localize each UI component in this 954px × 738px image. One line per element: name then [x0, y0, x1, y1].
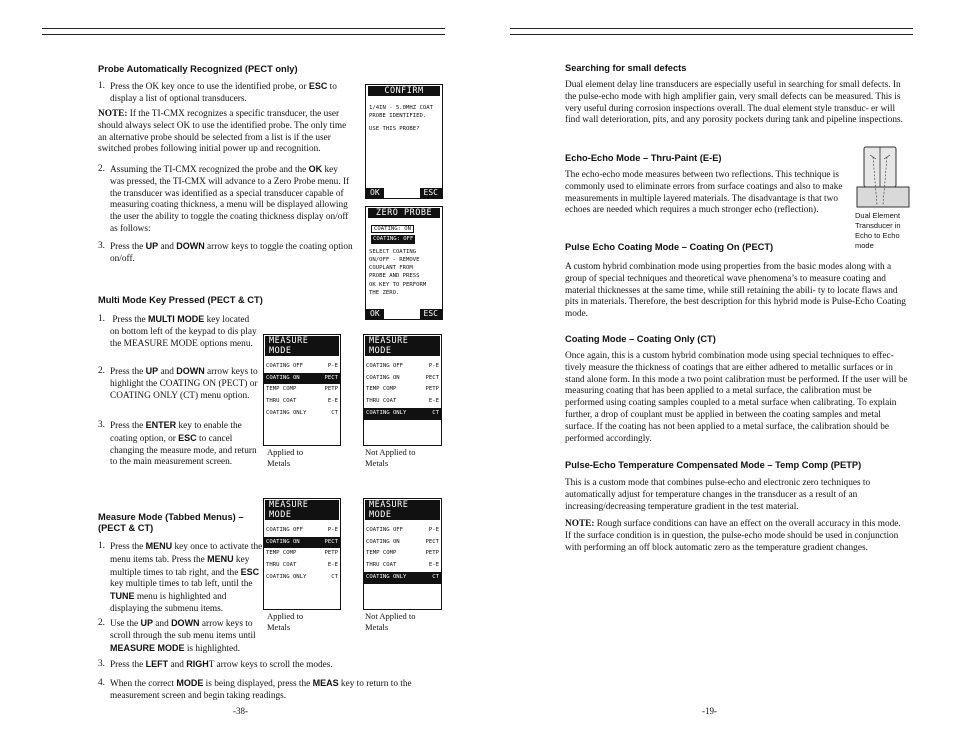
lcd-mode-row: COATING ON PECT [366, 538, 439, 545]
lcd-line: PROBE IDENTIFIED. [369, 113, 427, 120]
lcd-line: USE THIS PROBE? [369, 125, 420, 132]
key-measure-mode: MEASURE MODE [110, 642, 185, 653]
key-esc: ESC [308, 81, 328, 91]
lcd-mode-row: THRU COAT E-E [366, 562, 439, 569]
lcd-mode-row: COATING ONLY CT [266, 409, 338, 416]
item-number: 2. [98, 618, 105, 628]
lcd-line [366, 225, 442, 233]
section-heading-measure-mode-tabbed: Measure Mode (Tabbed Menus) – (PECT & CT) [98, 512, 244, 533]
text: Press the OK key once to use the identified probe, or [110, 82, 309, 92]
lcd-mode-row: THRU COAT E-E [366, 398, 439, 405]
lcd-measure-mode-coating-only [363, 334, 442, 446]
header-rule-right-2 [510, 34, 913, 35]
probe-recognized-note [98, 109, 354, 156]
lcd-esc-softkey: ESC [420, 309, 442, 319]
note-text: Rough surface conditions can have an effect on the overall accuracy in this mode. If the surface condition is in question, the pulse-echo mode should be used in conjunction with performing an off block automatic zero as the temperature gradient changes. [565, 519, 901, 553]
lcd-line: THE ZERO. [369, 290, 400, 297]
section-heading-echo-echo: Echo-Echo Mode – Thru-Paint (E-E) [565, 153, 722, 163]
paragraph-pulse-echo-coating: A custom hybrid combination mode using properties from the basic modes along with a group of special techniques and theoretical wave phenomena’s to measure coating and material thicknesses at the same time, while still retaining the abili- ty to locate flaws and pits in materials. Therefore, the best description for this hybrid mode is Pulse-Echo Coating mode. [565, 262, 906, 320]
lcd-line: COUPLANT FROM [369, 265, 413, 272]
item-number: 3. [98, 659, 105, 669]
lcd-mode-row: THRU COAT E-E [266, 562, 338, 569]
lcd-mode-row: TEMP COMP PETP [266, 550, 338, 557]
text: Press the [110, 421, 146, 431]
key-menu: MENU [145, 541, 173, 551]
text: and [158, 242, 177, 252]
lcd-mode-row: COATING ON PECT [366, 374, 439, 381]
probe-recognized-item-1 [98, 81, 354, 106]
caption-not-applied-to-metals-2: Not Applied to Metals [365, 611, 416, 632]
lcd-line: PROBE AND PRESS [369, 273, 420, 280]
lcd-ok-softkey: OK [366, 309, 384, 319]
section-heading-coating-only: Coating Mode – Coating Only (CT) [565, 334, 716, 344]
lcd-mode-row: COATING OFF P-E [266, 363, 338, 369]
text: Press the [110, 367, 146, 377]
paragraph-echo-echo: The echo-echo mode measures between two reflections. This technique is commonly used to eliminate errors from surface coatings and also to make measurements in multiple layered materials. The disadvantage is that two echoes are needed which requires a much stronger echo (reflection). [565, 170, 843, 216]
item-number: 1. [98, 314, 105, 324]
lcd-measure-mode-coating-on-2 [263, 498, 341, 610]
note-label: NOTE: [565, 519, 595, 529]
key-up: UP [145, 241, 159, 251]
key-up: UP [140, 618, 153, 628]
lcd-zero-probe-screen [365, 206, 443, 320]
multi-mode-item-2 [98, 366, 258, 402]
note-label: NOTE: [98, 109, 128, 119]
caption-applied-to-metals: Applied to Metals [267, 447, 304, 468]
probe-recognized-item-3 [98, 241, 354, 266]
page-number-right: -19- [702, 706, 717, 716]
caption-not-applied-to-metals: Not Applied to Metals [365, 447, 416, 468]
key-right: RIGH [186, 659, 209, 669]
key-down: DOWN [176, 366, 205, 376]
text: key located on bottom left of the keypad to dis play the MEASURE MODE options menu. [110, 315, 257, 349]
multi-mode-item-3 [98, 420, 258, 469]
key-esc: ESC [178, 432, 197, 443]
tabbed-item-1: 1. Press the MENU key once to activate the menu items tab. Press the MENU key multiple times to tab right, and the ESC key multiple times to tab left, until the TUNE menu is highlighted and displaying the submenu items. [98, 541, 263, 614]
lcd-title: MEASURE MODE [265, 336, 339, 356]
text: Press the [112, 315, 148, 325]
lcd-mode-row: THRU COAT E-E [266, 398, 338, 405]
header-rule-right-1 [510, 28, 913, 29]
lcd-mode-row: COATING ONLY CT [266, 573, 338, 580]
item-number: 1. [98, 81, 105, 91]
note-text: If the TI-CMX recognizes a specific transducer, the user should always select OK to use the identified probe. The only time an alternative probe should be selected from a list is if the user switched probes following initial power up and recognition. [98, 109, 347, 155]
lcd-title: CONFIRM [368, 86, 440, 96]
page-number-left: -38- [233, 706, 248, 716]
item-number: 2. [98, 164, 105, 174]
key-ok: OK [308, 164, 323, 174]
key-tune: TUNE [110, 591, 135, 602]
lcd-mode-row-selected: COATING ON PECT [264, 537, 340, 549]
lcd-measure-mode-coating-only-2 [363, 498, 442, 610]
tabbed-item-3: 3. Press the LEFT and RIGHT arrow keys to scroll the modes. [98, 659, 333, 670]
key-multi-mode: MULTI MODE [147, 314, 205, 324]
multi-mode-item-1 [98, 314, 258, 350]
figure-dual-element-transducer [855, 145, 911, 209]
tabbed-item-2: 2. Use the UP and DOWN arrow keys to scroll through the sub menu items until MEASURE MODE is highlighted. [98, 618, 256, 654]
lcd-mode-row-selected: COATING ONLY CT [364, 408, 441, 420]
paragraph-small-defects: Dual element delay line transducers are especially useful in searching for small defects. In the pulse-echo mode with high amplifier gain, very small defects can be measured. This is very useful during corrosion inspections overall. The dual element style transduc- er will find wall deterioration, pits, and any porosity pockets during tank and pipeline inspections. [565, 80, 903, 126]
key-enter: ENTER [145, 420, 177, 430]
lcd-mode-row: COATING OFF P-E [266, 527, 338, 533]
header-rule-left-2 [42, 34, 445, 35]
lcd-measure-mode-coating-on [263, 334, 341, 446]
lcd-mode-row: TEMP COMP PETP [266, 386, 338, 393]
key-down: DOWN [176, 241, 205, 251]
key-mode: MODE [176, 678, 204, 688]
caption-applied-to-metals-2: Applied to Metals [267, 611, 304, 632]
lcd-ok-softkey: OK [366, 188, 384, 198]
text: key to enable the coating option, or [110, 421, 242, 444]
item-number: 2. [98, 366, 105, 376]
coating-off-option: COATING: OFF [373, 236, 414, 243]
lcd-mode-row: COATING OFF P-E [366, 363, 439, 369]
section-heading-probe-recognized: Probe Automatically Recognized (PECT only) [98, 64, 298, 74]
transducer-diagram-icon [855, 145, 911, 209]
lcd-mode-row: COATING OFF P-E [366, 527, 439, 533]
text: to cancel changing the measure mode, and return to the main measurement screen. [110, 433, 257, 468]
paragraph-temp-comp-note [565, 519, 905, 554]
probe-recognized-item-2 [98, 164, 354, 236]
text: key was pressed, the TI-CMX will advance to a Zero Probe menu. If the transducer was identified as a special transducer capable of measuring coating thickness, a menu will be displayed allowing the user the ability to toggle the coating thickness display on/off as follows: [110, 165, 350, 234]
paragraph-temp-comp: This is a custom mode that combines pulse-echo and electronic zero techniques to automatically adjust for temperature changes in the transducer as a result of an increasing/decreasing temperature gradient in the test material. [565, 478, 871, 512]
text: and [158, 367, 177, 377]
coating-on-option: COATING: ON [371, 225, 414, 233]
section-heading-small-defects: Searching for small defects [565, 63, 687, 73]
section-heading-multi-mode: Multi Mode Key Pressed (PECT & CT) [98, 295, 263, 305]
key-meas: MEAS [312, 678, 339, 688]
lcd-title: MEASURE MODE [365, 336, 440, 356]
lcd-line: ON/OFF - REMOVE [369, 256, 420, 263]
lcd-confirm-screen [365, 84, 443, 199]
key-down: DOWN [171, 618, 200, 628]
text: to display a list of optional transducers. [110, 82, 337, 104]
lcd-title: MEASURE MODE [365, 500, 440, 520]
tabbed-item-4: 4. When the correct MODE is being displayed, press the MEAS key to return to the measurement screen and begin taking readings. [98, 678, 412, 701]
key-esc: ESC [240, 566, 260, 577]
key-menu: MENU [207, 553, 234, 564]
lcd-mode-row: TEMP COMP PETP [366, 386, 439, 393]
header-rule-left-1 [42, 28, 445, 29]
key-up: UP [145, 366, 159, 376]
lcd-line [366, 235, 442, 243]
lcd-mode-row: TEMP COMP PETP [366, 550, 439, 557]
section-heading-temp-comp: Pulse-Echo Temperature Compensated Mode – Temp Comp (PETP) [565, 460, 862, 470]
lcd-title: MEASURE MODE [265, 500, 339, 520]
figure-caption: Dual Element Transducer in Echo to Echo mode [855, 211, 901, 250]
item-number: 3. [98, 241, 105, 251]
lcd-esc-softkey: ESC [420, 188, 442, 198]
text: Assuming the TI-CMX recognized the probe and the [110, 165, 309, 175]
lcd-line: OK KEY TO PERFORM [369, 281, 427, 288]
section-heading-pulse-echo-coating: Pulse Echo Coating Mode – Coating On (PECT) [565, 242, 774, 252]
lcd-mode-row-selected: COATING ONLY CT [364, 572, 441, 584]
key-left: LEFT [145, 659, 169, 669]
text: arrow keys to highlight the COATING ON (PECT) or COATING ONLY (CT) menu option. [110, 367, 258, 401]
item-number: 3. [98, 420, 105, 430]
item-number: 1. [98, 541, 105, 551]
lcd-mode-row-selected: COATING ON PECT [264, 373, 340, 385]
paragraph-coating-only: Once again, this is a custom hybrid combination mode using special techniques to effec- tively measure the thickness of coatings that are either adhered to metallic surfaces or in stand alone form. In this mode a two point calibration must be performed. If the user will be measuring coating that has been applied to a metal surface, the calibration must be performed using coating samples coupled to a metal surface when calibrating. To explain further, a drop of couplant must be applied in between the coating samples and metal surface. If the coating has not been applied to a metal surface, the calibration should be performed accordingly. [565, 351, 908, 444]
item-number: 4. [98, 678, 105, 688]
lcd-line: 1/4IN - 5.0MHZ COAT [369, 105, 433, 111]
lcd-title: ZERO PROBE [368, 208, 440, 218]
text: Press the [110, 242, 146, 252]
text: arrow keys to toggle the coating option on/off. [110, 242, 353, 264]
lcd-line: SELECT COATING [369, 248, 417, 255]
